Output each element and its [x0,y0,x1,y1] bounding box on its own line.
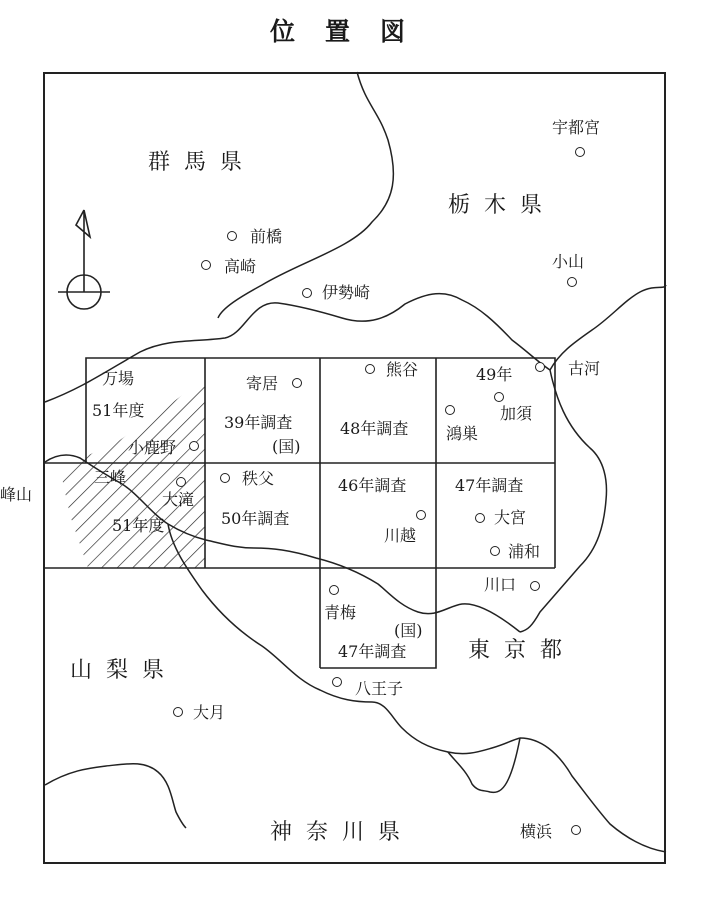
city-marker-otsuki [173,707,183,717]
city-urawa: 浦和 [508,542,541,561]
city-marker-utsunomiya [575,147,585,157]
border-tokyo-kanagawa [448,738,520,792]
city-oyama: 小山 [552,252,585,271]
city-marker-yokohama [571,825,581,835]
city-marker-oyama [567,277,577,287]
cell-kumagaya-year: 48年調査 [340,419,409,438]
cell-yorii-note: (国) [272,437,301,456]
cell-chichibu-year: 50年調査 [221,509,290,528]
city-ome: 青梅 [324,603,357,622]
city-kawagoe: 川越 [384,526,417,545]
cell-omiya-year: 47年調査 [455,476,524,495]
city-konosu: 鴻巣 [446,424,479,443]
border-yamanashi-kanagawa [45,764,186,828]
city-marker-urawa [490,546,500,556]
border-gunma-tochigi [218,72,393,318]
pref-kanagawa: 神奈川県 [270,820,415,845]
city-marker-kawagoe [416,510,426,520]
city-chichibu: 秩父 [242,469,275,488]
city-maebashi: 前橋 [250,227,283,246]
cell-kazo-year: 49年 [476,365,513,384]
city-otsuki: 大月 [193,703,226,722]
city-marker-otaki [176,477,186,487]
pref-gunma: 群馬県 [148,150,257,175]
city-marker-kumagaya [365,364,375,374]
pref-tochigi: 栃木県 [448,193,557,218]
cell-ome-year: 47年調査 [338,642,407,661]
city-marker-yorii [292,378,302,388]
cell-yorii-year: 39年調査 [224,413,293,432]
cell-mitsumine-year: 51年度 [112,516,165,535]
city-yokohama: 横浜 [520,822,553,841]
city-marker-kawaguchi [530,581,540,591]
cell-ome-note: (国) [394,621,423,640]
city-marker-hachioji [332,677,342,687]
city-edge-left: 峰山 [0,485,33,504]
city-marker-isesaki [302,288,312,298]
city-marker-omiya [475,513,485,523]
city-kawaguchi: 川口 [484,575,517,594]
city-yorii: 寄居 [246,374,279,393]
cell-manba-year: 51年度 [92,401,145,420]
city-otaki: 大滝 [162,490,195,509]
city-mitsumine: 三峰 [94,468,127,487]
border-saitama-ibaraki [520,370,606,632]
pref-yamanashi: 山梨県 [70,658,179,683]
city-utsunomiya: 宇都宮 [552,118,601,137]
city-ogano: 小鹿野 [128,438,177,457]
pref-tokyo: 東京都 [468,638,577,663]
city-takasaki: 高崎 [224,257,257,276]
city-marker-chichibu [220,473,230,483]
city-marker-ogano [189,441,199,451]
city-marker-koga [535,362,545,372]
map-title: 位置図 [269,17,435,46]
city-marker-ome [329,585,339,595]
cell-kawagoe-year: 46年調査 [338,476,407,495]
city-hachioji: 八王子 [355,679,404,698]
city-kumagaya: 熊谷 [386,360,419,379]
city-omiya: 大宮 [494,508,527,527]
city-marker-takasaki [201,260,211,270]
north-arrow-icon [58,210,110,309]
border-tochigi-east [550,285,666,370]
city-marker-konosu [445,405,455,415]
city-kazo: 加須 [500,404,533,423]
cell-manba: 万場 [102,369,135,388]
city-marker-maebashi [227,231,237,241]
city-koga: 古河 [568,359,601,378]
city-isesaki: 伊勢崎 [322,283,371,302]
city-marker-kazo [494,392,504,402]
